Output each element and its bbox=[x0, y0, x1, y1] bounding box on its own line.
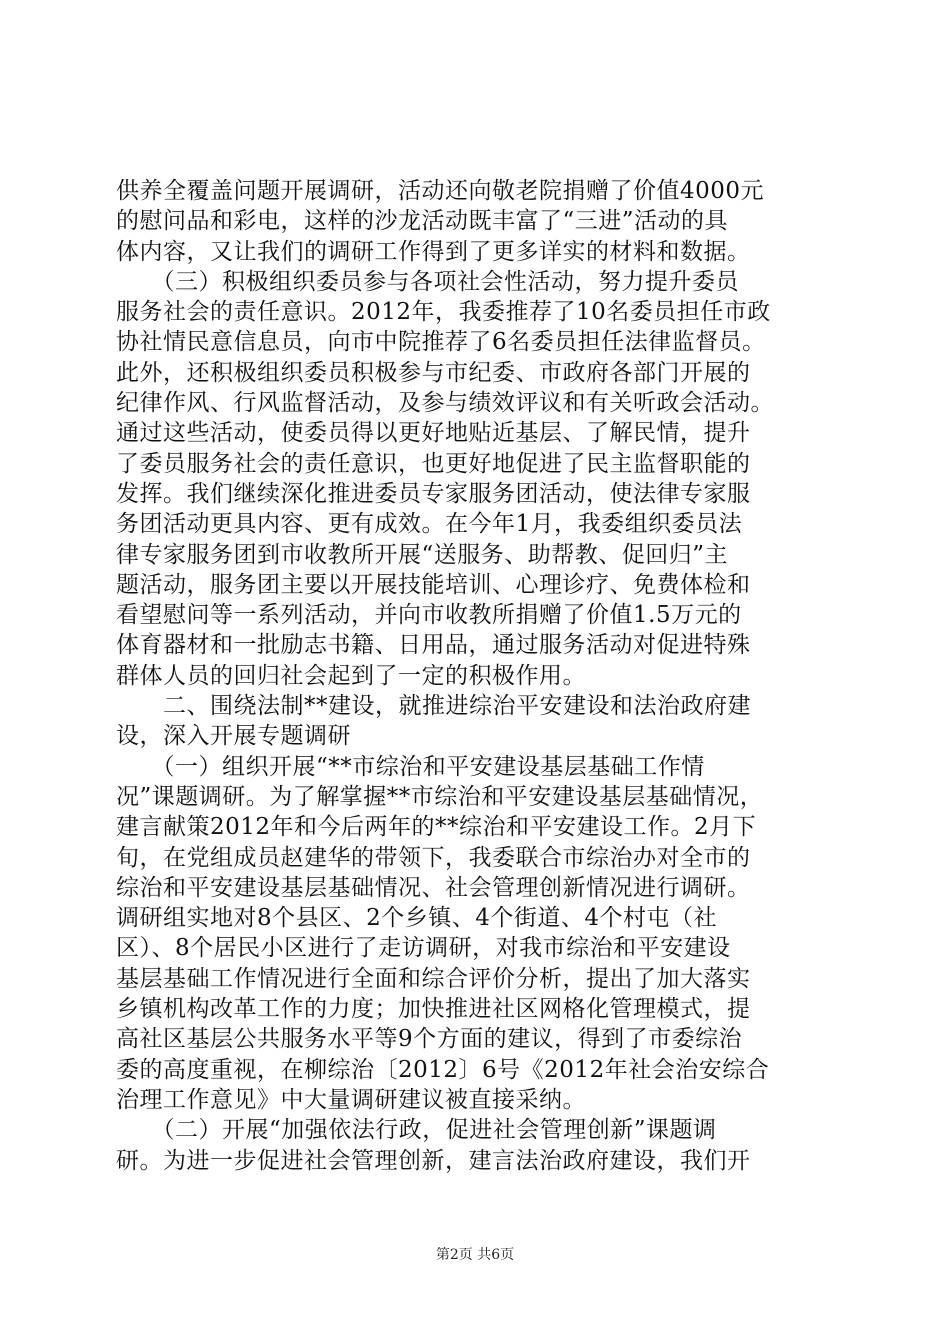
text-line: 二、围绕法制**建设，就推进综治平安建设和法治政府建 bbox=[116, 693, 751, 720]
text-line: 设，深入开展专题调研 bbox=[116, 723, 351, 750]
text-line: 旬，在党组成员赵建华的带领下，我委联合市综治办对全市的 bbox=[116, 844, 751, 871]
text-line: 群体人员的回归社会起到了一定的积极作用。 bbox=[116, 662, 586, 689]
text-line: 委的高度重视，在柳综治〔2012〕6号《2012年社会治安综合 bbox=[116, 1056, 770, 1083]
text-line: 调研组实地对8个县区、2个乡镇、4个街道、4个村屯（社 bbox=[116, 905, 718, 932]
text-line: （二）开展“加强依法行政，促进社会管理创新”课题调 bbox=[116, 1117, 717, 1144]
text-line: 供养全覆盖问题开展调研，活动还向敬老院捐赠了价值4000元 bbox=[116, 178, 765, 204]
text-line: 通过这些活动，使委员得以更好地贴近基层、了解民情，提升 bbox=[116, 420, 751, 447]
text-line: 发挥。我们继续深化推进委员专家服务团活动，使法律专家服 bbox=[116, 480, 751, 507]
text-line: （三）积极组织委员参与各项社会性活动，努力提升委员 bbox=[116, 268, 739, 295]
text-line: 看望慰问等一系列活动，并向市收教所捐赠了价值1.5万元的 bbox=[116, 602, 742, 629]
text-line: 况”课题调研。为了解掌握**市综治和平安建设基层基础情况， bbox=[116, 783, 764, 810]
text-line: 基层基础工作情况进行全面和综合评价分析，提出了加大落实 bbox=[116, 965, 751, 992]
text-line: 服务社会的责任意识。2012年，我委推荐了10名委员担任市政 bbox=[116, 299, 771, 326]
text-line: 体内容，又让我们的调研工作得到了更多详实的材料和数据。 bbox=[116, 238, 751, 265]
text-line: 了委员服务社会的责任意识，也更好地促进了民主监督职能的 bbox=[116, 450, 751, 477]
text-line: 高社区基层公共服务水平等9个方面的建议，得到了市委综治 bbox=[116, 1026, 743, 1053]
text-line: 协社情民意信息员，向市中院推荐了6名委员担任法律监督员。 bbox=[116, 329, 766, 356]
text-line: 的慰问品和彩电，这样的沙龙活动既丰富了“三进”活动的具 bbox=[116, 208, 729, 235]
text-line: （一）组织开展“**市综治和平安建设基层基础工作情 bbox=[116, 753, 705, 780]
page-footer: 第2页 共6页 bbox=[435, 1247, 515, 1263]
text-line: 综治和平安建设基层基础情况、社会管理创新情况进行调研。 bbox=[116, 874, 751, 901]
text-line: 治理工作意见》中大量调研建议被直接采纳。 bbox=[116, 1086, 586, 1113]
text-line: 此外，还积极组织委员积极参与市纪委、市政府各部门开展的 bbox=[116, 359, 751, 386]
text-line: 务团活动更具内容、更有成效。在今年1月，我委组织委员法 bbox=[116, 511, 743, 538]
text-line: 研。为进一步促进社会管理创新，建言法治政府建设，我们开 bbox=[116, 1147, 751, 1174]
text-line: 律专家服务团到市收教所开展“送服务、助帮教、促回归”主 bbox=[116, 541, 729, 568]
text-line: 体育器材和一批励志书籍、日用品，通过服务活动对促进特殊 bbox=[116, 632, 751, 659]
document-body bbox=[116, 176, 836, 1176]
text-line: 纪律作风、行风监督活动，及参与绩效评议和有关听政会活动。 bbox=[116, 390, 774, 417]
text-line: 乡镇机构改革工作的力度；加快推进社区网格化管理模式，提 bbox=[116, 996, 751, 1023]
text-line: 区）、8个居民小区进行了走访调研，对我市综治和平安建设 bbox=[116, 935, 731, 962]
text-line: 建言献策2012年和今后两年的**综治和平安建设工作。2月下 bbox=[116, 814, 757, 841]
text-line: 题活动，服务团主要以开展技能培训、心理诊疗、免费体检和 bbox=[116, 571, 751, 598]
